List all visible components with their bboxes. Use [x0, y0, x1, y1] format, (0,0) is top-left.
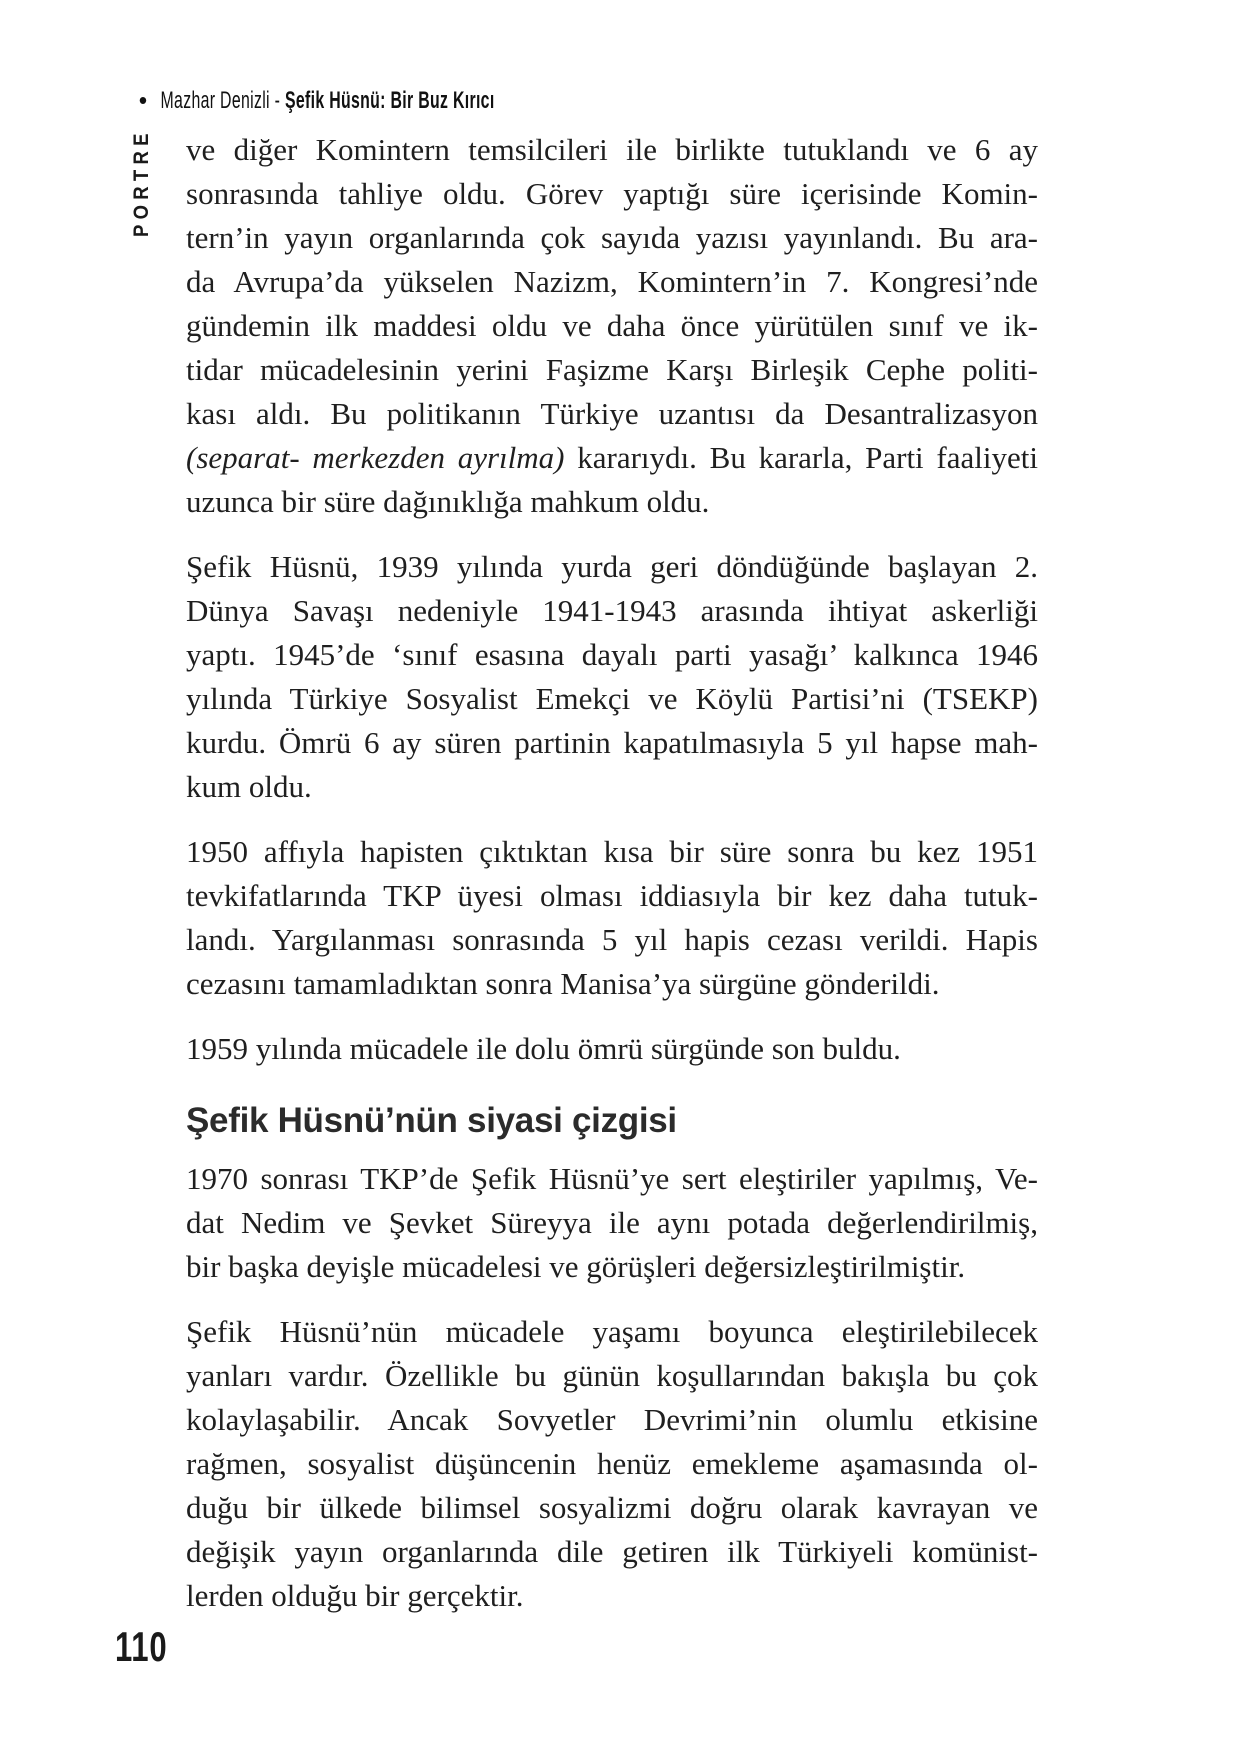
text-run: bir başka deyişle mücadelesi ve görüşleri değersizleştirilmiştir. [186, 1249, 966, 1284]
text-line [186, 1354, 1038, 1398]
text-run: tevkifatlarında TKP üyesi olması iddiasıyla bir kez daha tutuk- [186, 878, 1038, 913]
text-line [186, 480, 1038, 524]
body-text [186, 128, 1038, 1639]
header-book-title: Şefik Hüsnü: Bir Buz Kırıcı [284, 87, 495, 114]
paragraph [186, 1027, 1038, 1071]
text-line [186, 721, 1038, 765]
text-run: kurdu. Ömrü 6 ay süren partinin kapatılmasıyla 5 yıl hapse mah- [186, 725, 1038, 760]
text-run: rağmen, sosyalist düşüncenin henüz emekleme aşamasında ol- [186, 1446, 1038, 1481]
text-run: 1959 yılında mücadele ile dolu ömrü sürgünde son buldu. [186, 1031, 901, 1066]
text-line [186, 633, 1038, 677]
text-run: yanları vardır. Özellikle bu günün koşullarından bakışla bu çok [186, 1358, 1038, 1393]
text-run: tidar mücadelesinin yerini Faşizme Karşı Birleşik Cephe politi- [186, 352, 1038, 387]
text-line [186, 348, 1038, 392]
text-run: kum oldu. [186, 769, 312, 804]
text-run: cezasını tamamladıktan sonra Manisa’ya sürgüne gönderildi. [186, 966, 940, 1001]
text-run: da Avrupa’da yükselen Nazizm, Komintern’in 7. Kongresi’nde [186, 264, 1038, 299]
text-line [186, 874, 1038, 918]
text-run: duğu bir ülkede bilimsel sosyalizmi doğru olarak kavrayan ve [186, 1490, 1038, 1525]
text-run: kolaylaşabilir. Ancak Sovyetler Devrimi’nin olumlu etkisine [186, 1402, 1038, 1437]
paragraph [186, 545, 1038, 809]
text-line [186, 962, 1038, 1006]
text-run: Dünya Savaşı nedeniyle 1941-1943 arasında ihtiyat askerliği [186, 593, 1038, 628]
text-line [186, 392, 1038, 436]
text-line [186, 1486, 1038, 1530]
paragraph [186, 830, 1038, 1006]
italic-text-run: (separat- merkezden ayrılma) [186, 440, 565, 475]
text-run: uzunca bir süre dağınıklığa mahkum oldu. [186, 484, 710, 519]
text-line [186, 1157, 1038, 1201]
text-run: yaptı. 1945’de ‘sınıf esasına dayalı parti yasağı’ kalkınca 1946 [186, 637, 1038, 672]
text-run: kararıydı. Bu kararla, Parti faaliyeti [564, 440, 1038, 475]
text-line [186, 1201, 1038, 1245]
text-line [186, 589, 1038, 633]
text-run: tern’in yayın organlarında çok sayıda yazısı yayınlandı. Bu ara- [186, 220, 1038, 255]
section-heading: Şefik Hüsnü’nün siyasi çizgisi [186, 1101, 677, 1140]
paragraph [186, 1157, 1038, 1289]
header-author: Mazhar Denizli - [160, 87, 285, 114]
text-run: Şefik Hüsnü, 1939 yılında yurda geri döndüğünde başlayan 2. [186, 549, 1038, 584]
text-run: kası aldı. Bu politikanın Türkiye uzantısı da Desantralizasyon [186, 396, 1038, 431]
text-line [186, 1310, 1038, 1354]
text-line [186, 1530, 1038, 1574]
text-line [186, 172, 1038, 216]
text-line [186, 216, 1038, 260]
running-header [138, 85, 495, 115]
text-run: Şefik Hüsnü’nün mücadele yaşamı boyunca eleştirilebilecek [186, 1314, 1038, 1349]
page-number: 110 [115, 1623, 168, 1670]
text-run: 1950 affıyla hapisten çıktıktan kısa bir süre sonra bu kez 1951 [186, 834, 1038, 869]
text-run: ve diğer Komintern temsilcileri ile birlikte tutuklandı ve 6 ay [186, 132, 1038, 167]
text-line [186, 436, 1038, 480]
paragraph [186, 1310, 1038, 1618]
text-line [186, 260, 1038, 304]
bullet-icon: • [138, 85, 148, 115]
text-run: sonrasında tahliye oldu. Görev yaptığı süre içerisinde Komin- [186, 176, 1038, 211]
text-line [186, 1574, 1038, 1618]
text-run: 1970 sonrası TKP’de Şefik Hüsnü’ye sert eleştiriler yapılmış, Ve- [186, 1161, 1038, 1196]
text-line [186, 830, 1038, 874]
paragraph [186, 128, 1038, 524]
text-line [186, 128, 1038, 172]
text-line [186, 918, 1038, 962]
section-label-portre: PORTRE [130, 128, 153, 237]
text-line [186, 545, 1038, 589]
text-run: yılında Türkiye Sosyalist Emekçi ve Köylü Partisi’ni (TSEKP) [186, 681, 1038, 716]
text-run: lerden olduğu bir gerçektir. [186, 1578, 524, 1613]
text-line [186, 765, 1038, 809]
text-line [186, 304, 1038, 348]
text-line [186, 1245, 1038, 1289]
text-line [186, 1442, 1038, 1486]
text-line [186, 1398, 1038, 1442]
text-line [186, 677, 1038, 721]
text-run: gündemin ilk maddesi oldu ve daha önce yürütülen sınıf ve ik- [186, 308, 1038, 343]
text-run: dat Nedim ve Şevket Süreyya ile aynı potada değerlendirilmiş, [186, 1205, 1038, 1240]
text-run: landı. Yargılanması sonrasında 5 yıl hapis cezası verildi. Hapis [186, 922, 1038, 957]
text-run: değişik yayın organlarında dile getiren ilk Türkiyeli komünist- [186, 1534, 1038, 1569]
text-line [186, 1027, 1038, 1071]
